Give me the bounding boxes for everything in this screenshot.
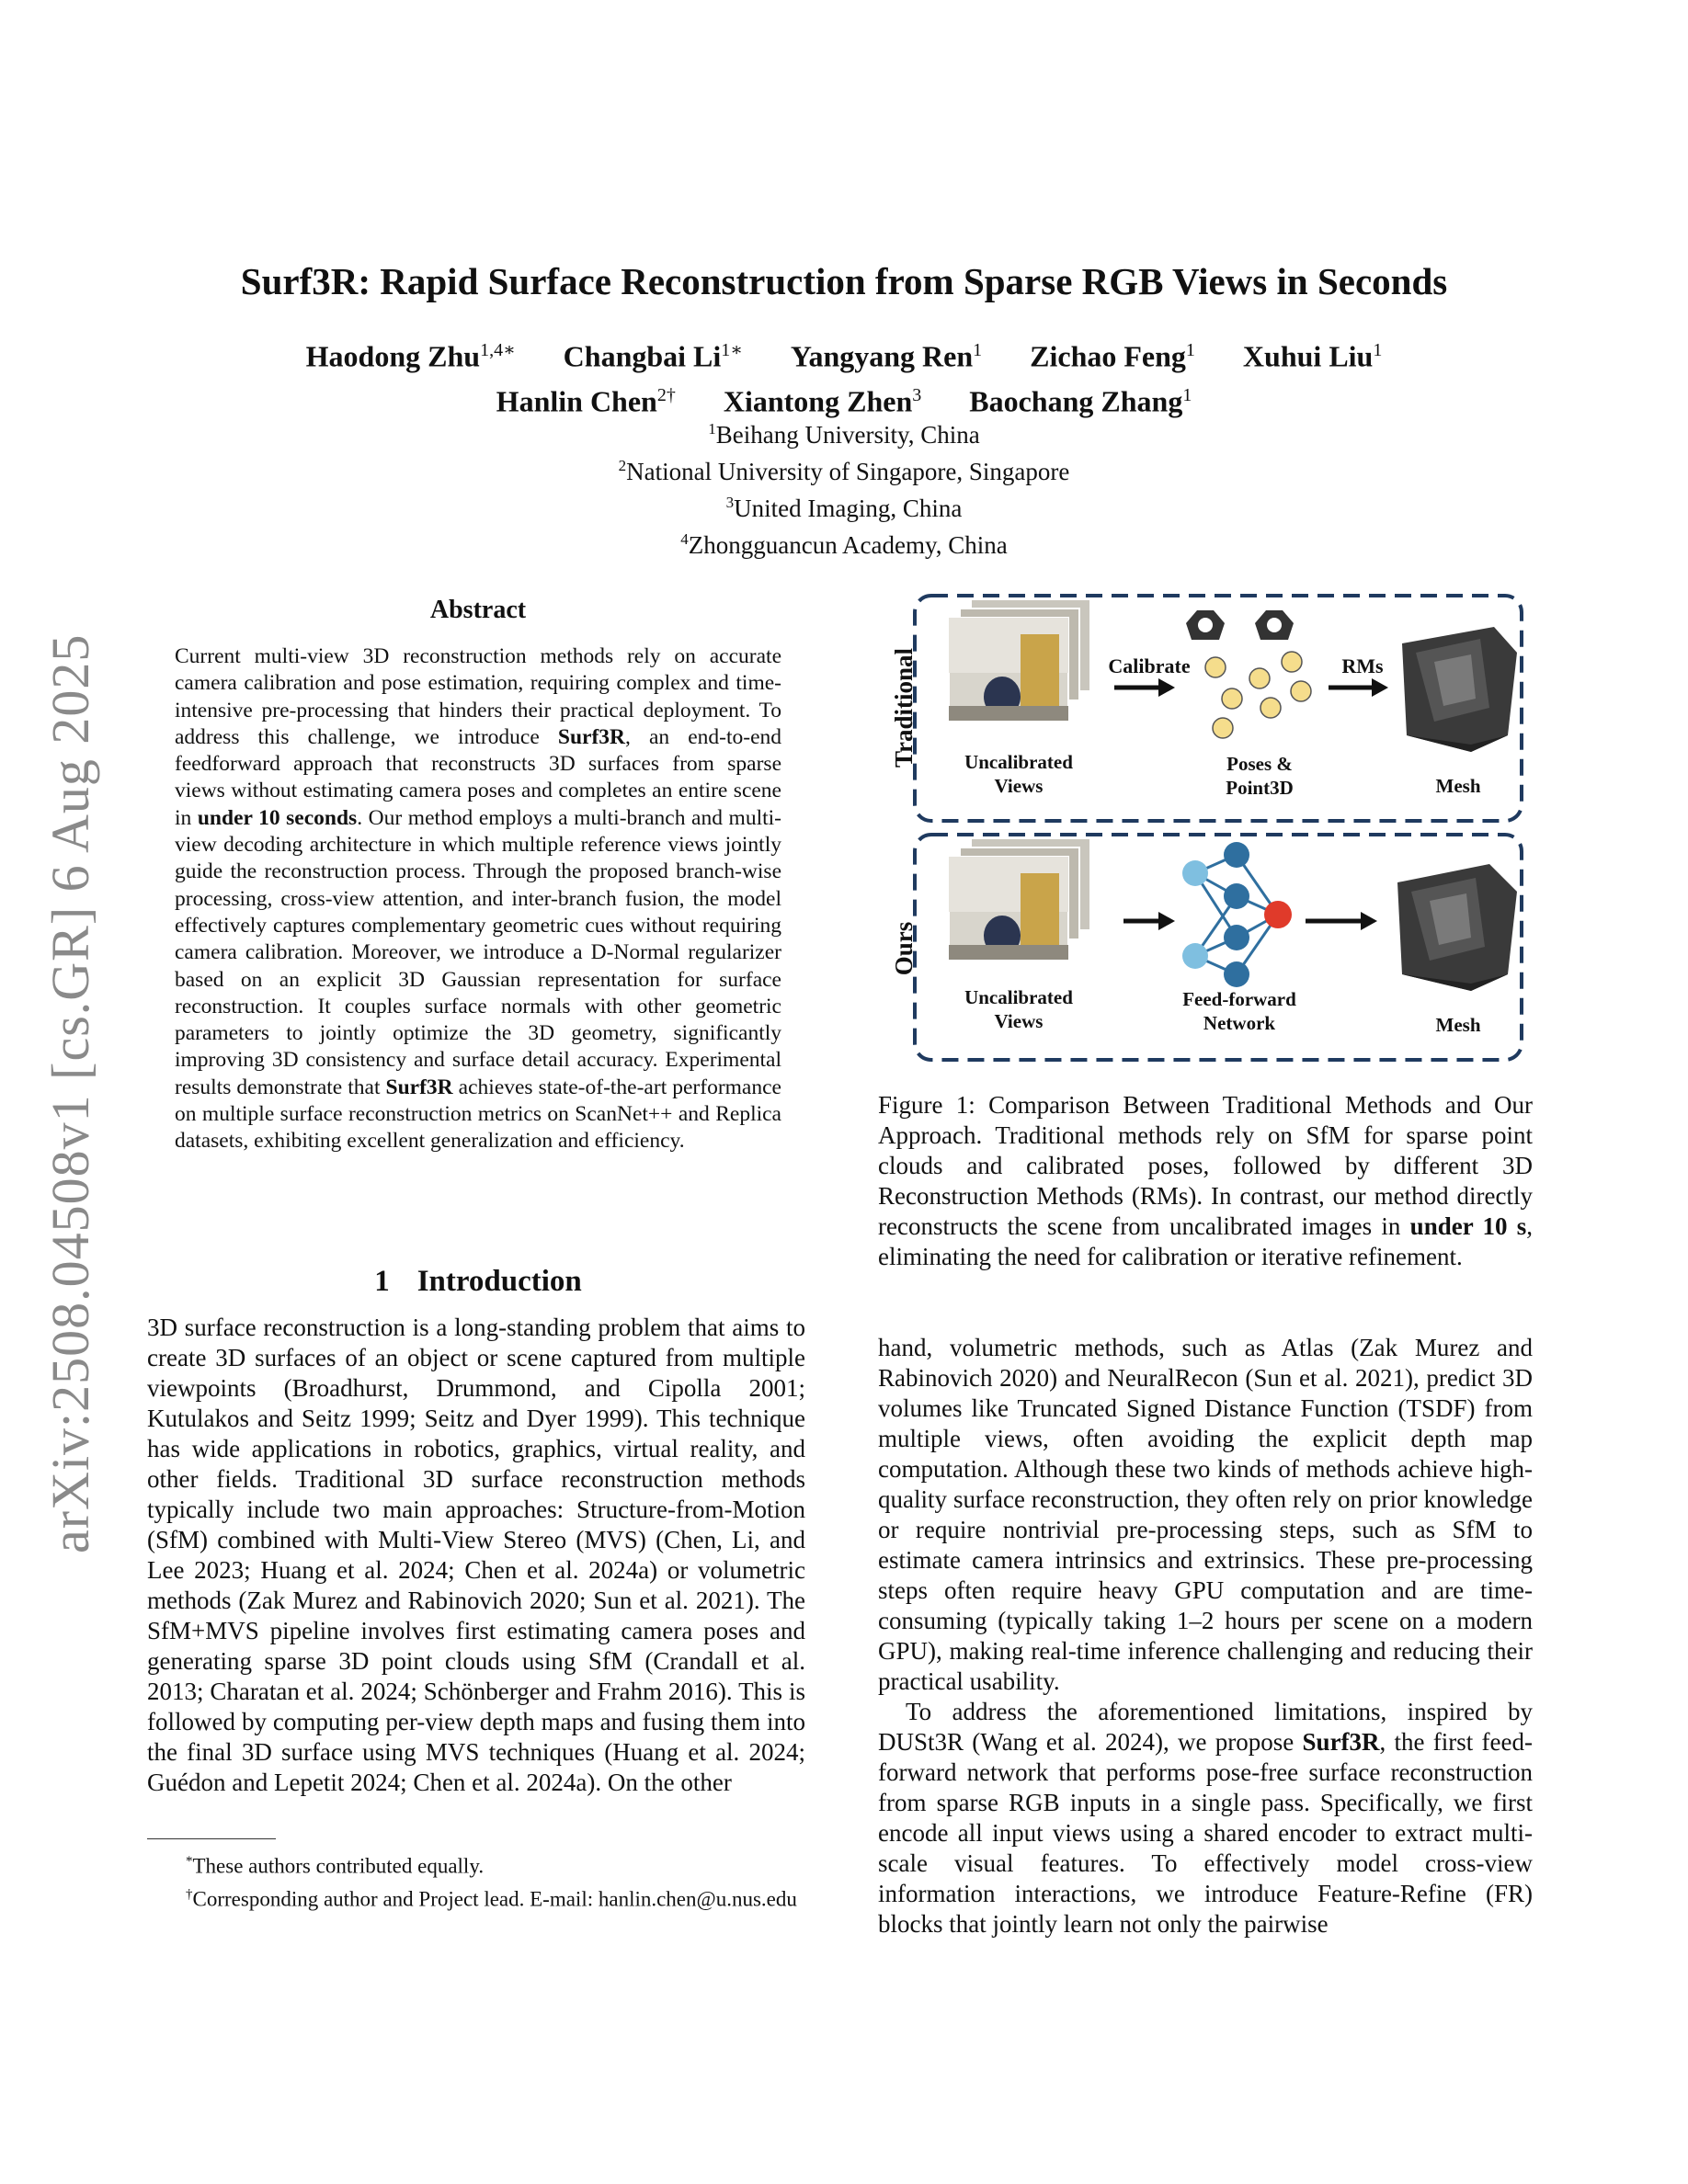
footnote: †Corresponding author and Project lead. E-mail: hanlin.chen@u.nus.edu	[186, 1886, 797, 1911]
affiliation: $^2$National University of Singapore, Singapore	[618, 457, 1070, 485]
author: Haodong Zhu$^{1,4∗}$	[305, 339, 516, 373]
paragraph: To address the aforementioned limitations, inspired by DUSt3R (Wang et al. 2024), we propose Surf3R, the first feed-forward network that performs pose-free surface reconstruction from sparse RGB inputs in a single pass. Specifically, we first encode all input views using a shared encoder to extract multi-scale visual features. To effectively model cross-view information interactions, we introduce Feature-Refine (FR) blocks that jointly learn not only the pairwise	[878, 1698, 1533, 1938]
mesh-label: Mesh	[1435, 775, 1481, 797]
uncalibrated-views-image	[949, 838, 1090, 960]
row-label-traditional: Traditional	[890, 647, 918, 768]
author: Zichao Feng$^1$	[1030, 339, 1195, 373]
intro-right-column	[878, 1333, 1533, 1939]
section-heading-introduction: 1 Introduction	[374, 1265, 582, 1298]
mesh-render	[1397, 864, 1517, 991]
paragraph: 3D surface reconstruction is a long-standing problem that aims to create 3D surfaces of an object or scene captured from multiple viewpoints (Broadhurst, Drummond, and Cipolla 2001; Kutulakos and Seitz 1999; Seitz and Dyer 1999). This technique has wide applications in robotics, graphics, virtual reality, and other fields. Traditional 3D surface reconstruction methods typically include two main approaches: Structure-from-Motion (SfM) combined with Multi-View Stereo (MVS) (Chen, Li, and Lee 2023; Huang et al. 2024; Chen et al. 2024a) or volumetric methods (Zak Murez and Rabinovich 2020; Sun et al. 2021). The SfM+MVS pipeline involves first estimating camera poses and generating sparse 3D point clouds using SfM (Crandall et al. 2013; Charatan et al. 2024; Schönberger and Frahm 2016). This is followed by computing per-view depth maps and fusing them into the final 3D surface using MVS techniques (Huang et al. 2024; Guédon and Lepetit 2024; Chen et al. 2024a). On the other	[147, 1314, 805, 1796]
uncalibrated-label-1: Uncalibrated	[964, 751, 1073, 773]
figure-1-caption: Figure 1: Comparison Between Traditional Methods and Our Approach. Traditional methods rely on SfM for sparse point clouds and calibrated poses, followed by different 3D Reconstruction Methods (RMs). In contrast, our method directly reconstructs the scene from uncalibrated images in under 10 s, eliminating the need for calibration or iterative refinement.	[878, 1091, 1534, 1270]
abstract-body: Current multi-view 3D reconstruction methods rely on accurate camera calibration and pose estimation, requiring complex and time-intensive pre-processing that hinders their practical deployment. To address this challenge, we introduce Surf3R, an end-to-end feedforward approach that reconstructs 3D surfaces from sparse views without estimating camera poses and completes an entire scene in under 10 seconds. Our method employs a multi-branch and multi-view decoding architecture in which multiple reference views jointly guide the reconstruction process. Through the proposed branch-wise processing, cross-view attention, and inter-branch fusion, the model effectively captures complementary geometric cues without requiring camera calibration. Moreover, we introduce a D-Normal regularizer based on an explicit 3D Gaussian representation for surface reconstruction. It couples surface normals with other geometric parameters to jointly optimize the 3D geometry, significantly improving 3D consistency and surface detail accuracy. Experimental results demonstrate that Surf3R achieves state-of-the-art performance on multiple surface reconstruction metrics on ScanNet++ and Replica datasets, exhibiting excellent generalization and efficiency.	[175, 644, 782, 1154]
paragraph: hand, volumetric methods, such as Atlas (Zak Murez and Rabinovich 2020) and NeuralRecon (Sun et al. 2021), predict 3D volumes like Truncated Signed Distance Function (TSDF) from multiple views, often avoiding the explicit depth map computation. Although these two kinds of methods achieve high-quality surface reconstruction, they often rely on prior knowledge or require nontrivial pre-processing steps, such as SfM to estimate camera intrinsics and extrinsics. These pre-processing steps often require heavy GPU computation and are time-consuming (typically taking 1–2 hours per scene on a modern GPU), making real-time inference challenging and reducing their practical usability.	[878, 1334, 1533, 1695]
arrow-right-icon	[1372, 678, 1388, 697]
feedforward-label-2: Network	[1203, 1012, 1276, 1034]
footnote-divider	[147, 1838, 276, 1839]
footnote: *These authors contributed equally.	[186, 1854, 485, 1878]
poses-label-1: Poses &	[1226, 753, 1293, 775]
camera-icon	[1186, 610, 1225, 640]
author: Yangyang Ren$^1$	[790, 339, 983, 373]
author: Xuhui Liu$^1$	[1242, 339, 1383, 373]
uncalibrated-label-2: Views	[994, 1010, 1044, 1032]
author: Hanlin Chen$^{2\dagger}$	[496, 384, 676, 418]
arrow-right-icon	[1361, 912, 1377, 930]
calibrate-label: Calibrate	[1108, 654, 1191, 677]
affiliation: $^1$Beihang University, China	[708, 420, 980, 449]
rms-label: RMs	[1341, 654, 1384, 677]
arrow-right-icon	[1158, 678, 1175, 697]
arxiv-identifier: arXiv:2508.04508v1 [cs.GR] 6 Aug 2025	[40, 633, 100, 1553]
camera-icon	[1255, 610, 1294, 640]
row-label-ours: Ours	[890, 921, 918, 976]
author: Changbai $Li^{1∗}$	[563, 339, 743, 373]
author: Baochang Zhang$^1$	[969, 384, 1192, 418]
abstract-heading: Abstract	[429, 596, 527, 624]
paper-title: Surf3R: Rapid Surface Reconstruction from Sparse RGB Views in Seconds	[240, 260, 1448, 302]
uncalibrated-views-image	[949, 599, 1090, 721]
uncalibrated-label-1: Uncalibrated	[964, 986, 1073, 1008]
affiliations	[0, 414, 1688, 561]
feedforward-label-1: Feed-forward	[1182, 988, 1296, 1010]
mesh-label: Mesh	[1435, 1014, 1481, 1036]
mesh-render	[1402, 627, 1517, 752]
network-icon	[1182, 842, 1292, 987]
arrow-right-icon	[1158, 912, 1175, 930]
poses-label-2: Point3D	[1226, 777, 1294, 799]
affiliation: $^4$Zhongguancun Academy, China	[680, 530, 1008, 559]
author-row-1	[0, 331, 1688, 376]
figure-1-diagram	[883, 588, 1545, 1075]
uncalibrated-label-2: Views	[994, 775, 1044, 797]
author-list	[0, 331, 1688, 420]
affiliation: $^3$United Imaging, China	[725, 494, 963, 522]
sparse-points	[1205, 652, 1311, 738]
footnotes	[147, 1848, 805, 1913]
intro-left-column	[147, 1313, 805, 1798]
author: Xiantong Zhen$^3$	[723, 384, 922, 418]
